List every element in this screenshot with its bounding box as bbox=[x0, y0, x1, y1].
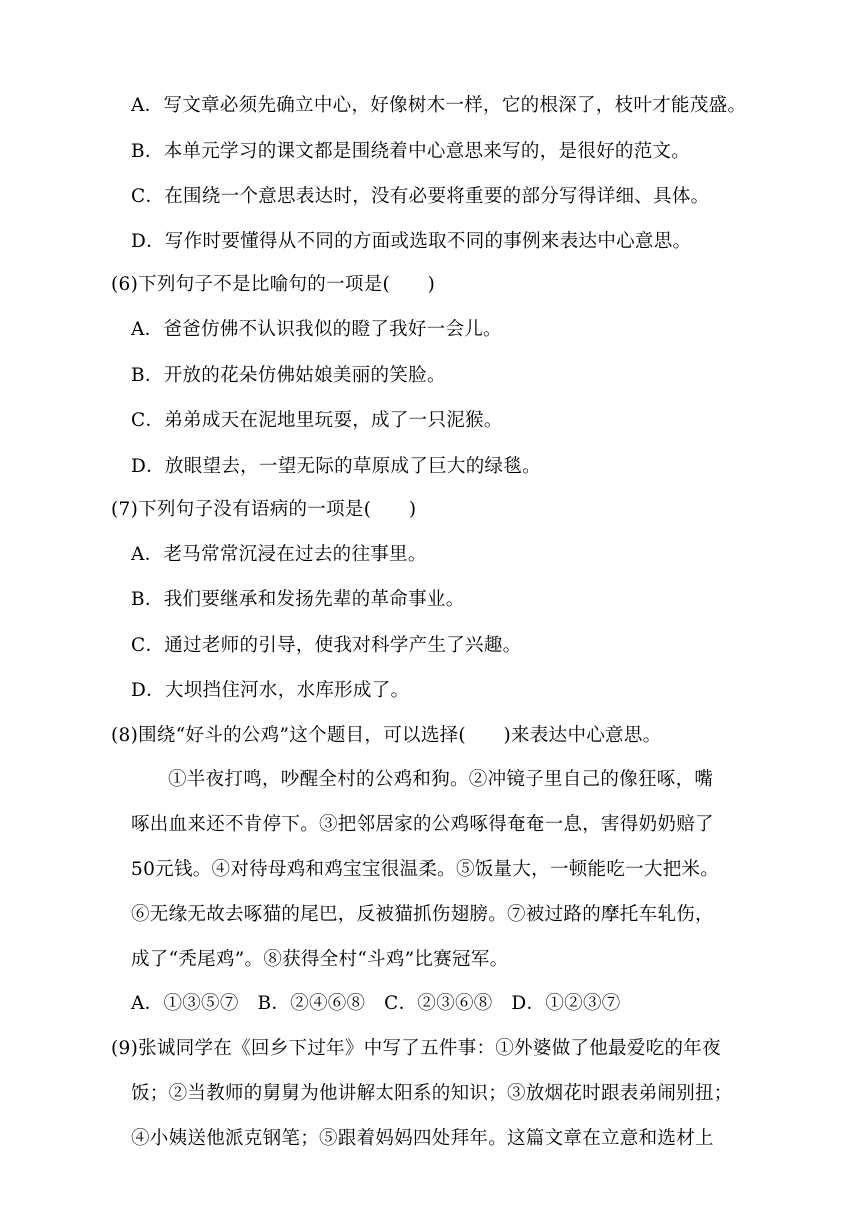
q8-passage-line: 50元钱。④对待母鸡和鸡宝宝很温柔。⑤饭量大，一顿能吃一大把米。 bbox=[131, 859, 720, 880]
q7-stem: (7)下列句子没有语病的一项是( ) bbox=[111, 499, 417, 520]
q8-stem: (8)围绕“好斗的公鸡”这个题目，可以选择( )来表达中心意思。 bbox=[111, 725, 662, 746]
q5-option-a: A．写文章必须先确立中心，好像树木一样，它的根深了，枝叶才能茂盛。 bbox=[131, 95, 747, 116]
q7-option-a: A．老马常常沉浸在过去的往事里。 bbox=[131, 544, 427, 565]
q9-line: ④小姨送他派克钢笔；⑤跟着妈妈四处拜年。这篇文章在立意和选材上 bbox=[131, 1128, 714, 1149]
q9-line: (9)张诚同学在《回乡下过年》中写了五件事：①外婆做了他最爱吃的年夜 bbox=[111, 1038, 721, 1059]
q8-passage-line: ①半夜打鸣，吵醒全村的公鸡和狗。②冲镜子里自己的像狂啄，嘴 bbox=[168, 769, 714, 790]
q9-line: 饭；②当教师的舅舅为他讲解太阳系的知识；③放烟花时跟表弟闹别扭； bbox=[131, 1083, 733, 1104]
q7-option-b: B．我们要继承和发扬先辈的革命事业。 bbox=[131, 589, 465, 610]
q6-option-b: B．开放的花朵仿佛姑娘美丽的笑脸。 bbox=[131, 365, 446, 386]
q5-option-b: B．本单元学习的课文都是围绕着中心意思来写的，是很好的范文。 bbox=[131, 141, 691, 162]
q7-option-c: C．通过老师的引导，使我对科学产生了兴趣。 bbox=[131, 635, 522, 656]
q7-option-d: D．大坝挡住河水，水库形成了。 bbox=[131, 680, 410, 701]
q8-passage-line: 成了“秃尾鸡”。⑧获得全村“斗鸡”比赛冠军。 bbox=[131, 949, 509, 970]
q6-stem: (6)下列句子不是比喻句的一项是( ) bbox=[111, 274, 436, 295]
q8-passage-line: ⑥无缘无故去啄猫的尾巴，反被猫抓伤翅膀。⑦被过路的摩托车轧伤， bbox=[131, 904, 714, 925]
q8-passage-line: 啄出血来还不肯停下。③把邻居家的公鸡啄得奄奄一息，害得奶奶赔了 bbox=[131, 814, 714, 835]
q5-option-c: C．在围绕一个意思表达时，没有必要将重要的部分写得详细、具体。 bbox=[131, 186, 710, 207]
q6-option-d: D．放眼望去，一望无际的草原成了巨大的绿毯。 bbox=[131, 456, 541, 477]
q5-option-d: D．写作时要懂得从不同的方面或选取不同的事例来表达中心意思。 bbox=[131, 231, 692, 252]
q6-option-c: C．弟弟成天在泥地里玩耍，成了一只泥猴。 bbox=[131, 410, 503, 431]
q8-options: A．①③⑤⑦ B．②④⑥⑧ C．②③⑥⑧ D．①②③⑦ bbox=[131, 993, 621, 1014]
q6-option-a: A．爸爸仿佛不认识我似的瞪了我好一会儿。 bbox=[131, 319, 502, 340]
